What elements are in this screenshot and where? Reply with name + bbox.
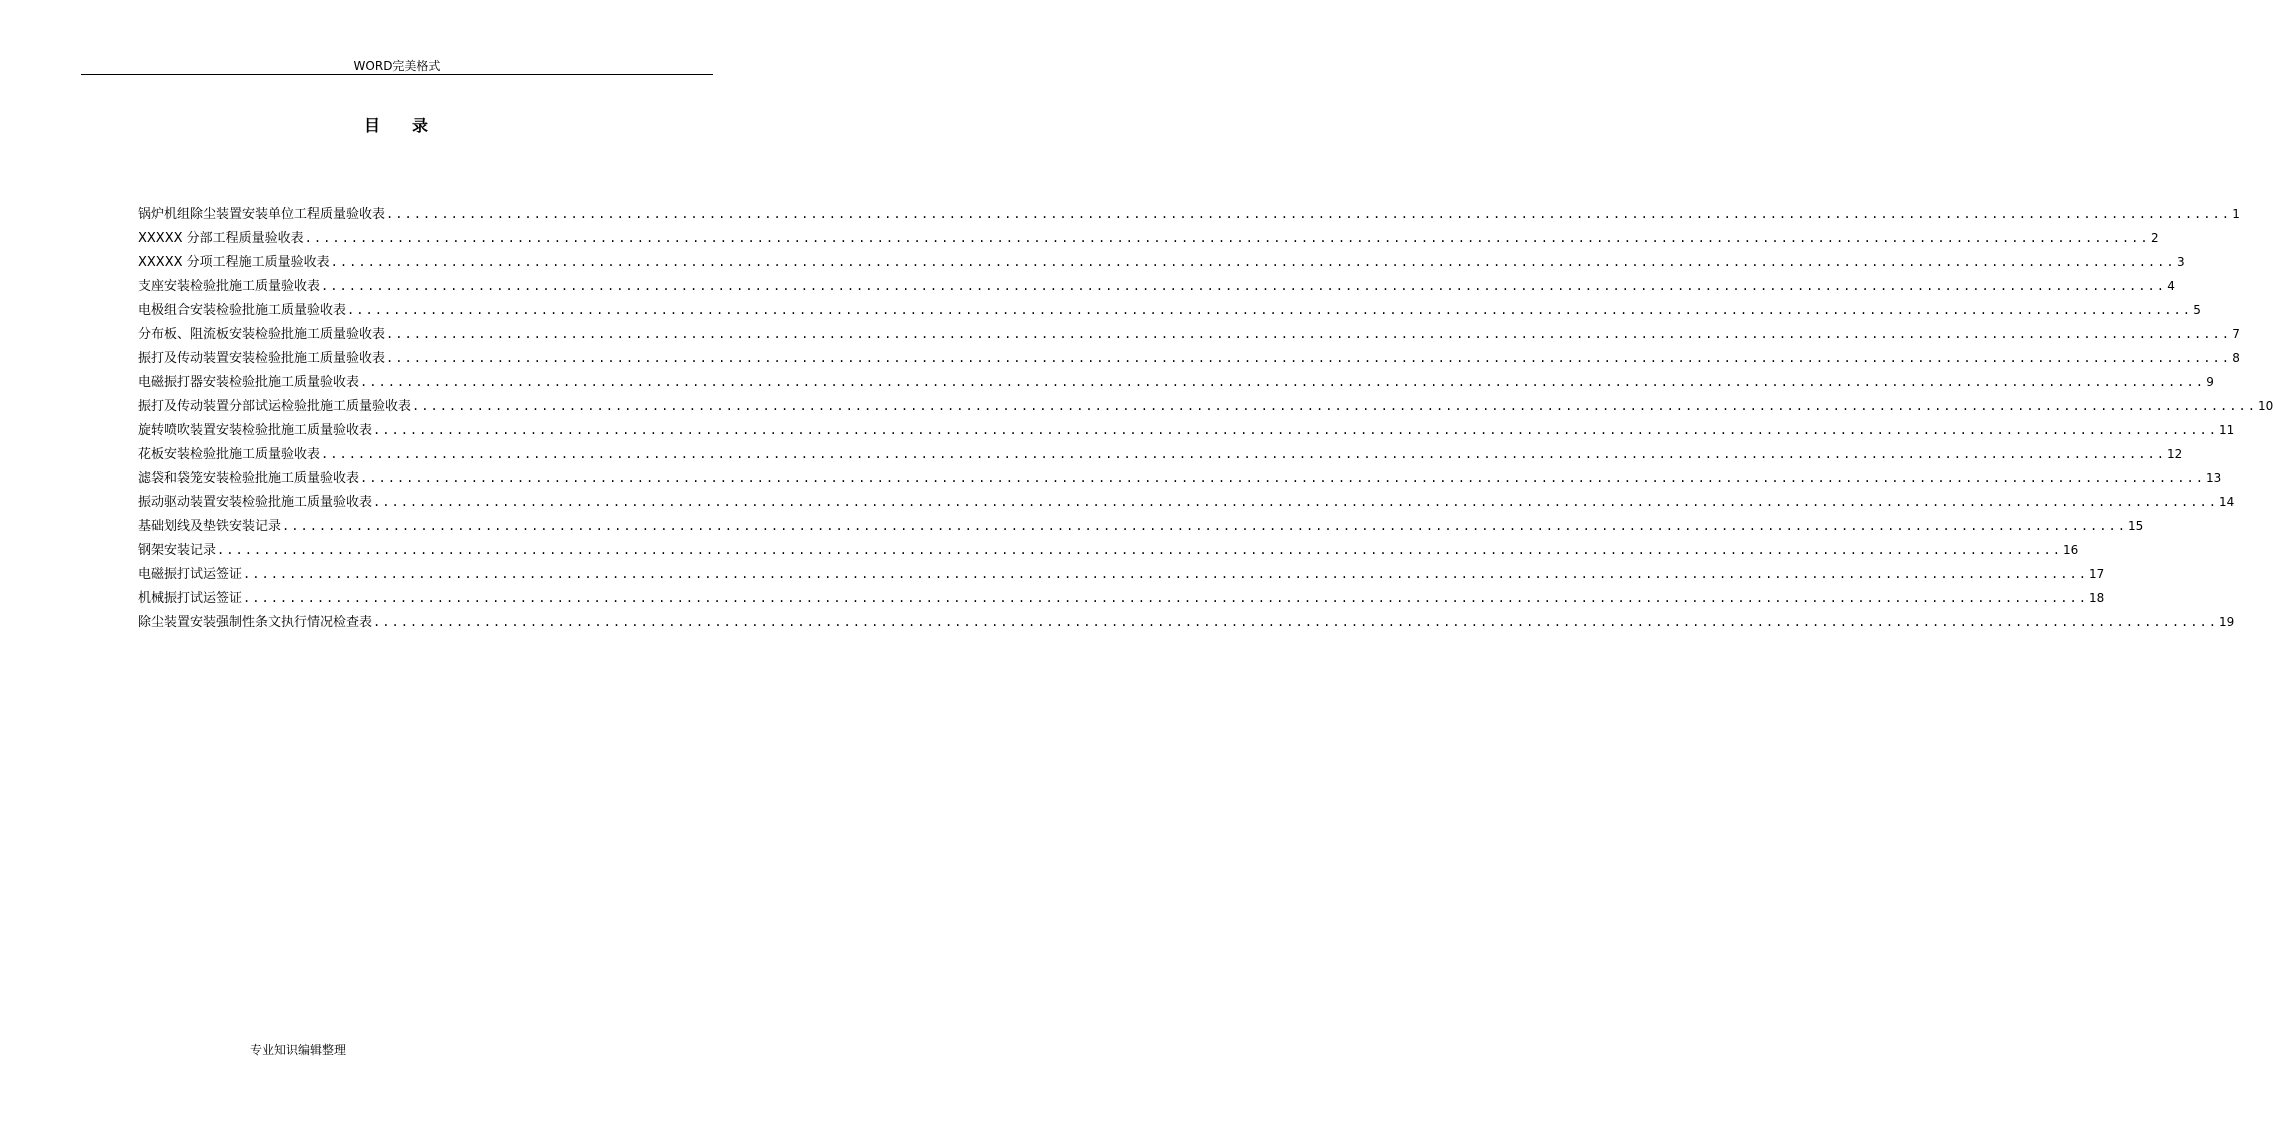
toc-dot-leader: ........................................................................................................................................................................................................ (330, 255, 2176, 269)
toc-entry[interactable] (138, 466, 2222, 490)
toc-entry-page-number: 2 (2150, 231, 2159, 245)
toc-dot-leader: ........................................................................................................................................................................................................ (373, 495, 2218, 509)
toc-entry-title: 滤袋和袋笼安装检验批施工质量验收表 (138, 471, 360, 486)
toc-entry-title: 旋转喷吹装置安装检验批施工质量验收表 (138, 423, 373, 438)
toc-entry-page-number: 7 (2232, 327, 2240, 341)
toc-entry-title: XXXXX 分部工程质量验收表 (138, 231, 304, 246)
toc-entry[interactable] (138, 394, 2273, 418)
toc-dot-leader: ........................................................................................................................................................................................................ (243, 567, 2088, 581)
toc-entry-title: 分布板、阻流板安装检验批施工质量验收表 (138, 327, 386, 342)
toc-entry-title: 除尘装置安装强制性条文执行情况检查表 (138, 615, 373, 630)
toc-entry-title: 电磁振打器安装检验批施工质量验收表 (138, 375, 360, 390)
toc-dot-leader: ........................................................................................................................................................................................................ (373, 423, 2218, 437)
toc-entry-page-number: 4 (2167, 279, 2175, 293)
toc-entry-page-number: 1 (2232, 207, 2240, 221)
toc-entry[interactable] (138, 490, 2235, 514)
toc-dot-leader: ........................................................................................................................................................................................................ (386, 207, 2231, 221)
toc-dot-leader: ........................................................................................................................................................................................................ (243, 591, 2088, 605)
toc-entry-title: 电极组合安装检验批施工质量验收表 (138, 303, 347, 318)
toc-entry-page-number: 5 (2193, 303, 2201, 317)
page-header: WORD完美格式 (353, 59, 441, 73)
toc-entry-title: 支座安装检验批施工质量验收表 (138, 279, 321, 294)
toc-entry[interactable] (138, 322, 2240, 346)
toc-dot-leader: ........................................................................................................................................................................................................ (373, 615, 2218, 629)
toc-dot-leader: ........................................................................................................................................................................................................ (360, 375, 2205, 389)
toc-entry[interactable] (138, 346, 2240, 370)
toc-entry[interactable] (138, 418, 2235, 442)
toc-entry-page-number: 16 (2062, 543, 2079, 557)
toc-entry[interactable] (138, 274, 2175, 298)
toc-dot-leader: ........................................................................................................................................................................................................ (321, 279, 2166, 293)
toc-entry-page-number: 10 (2257, 399, 2273, 413)
toc-entry-page-number: 9 (2206, 375, 2214, 389)
toc-entry[interactable] (138, 514, 2144, 538)
toc-entry[interactable] (138, 442, 2183, 466)
toc-entry[interactable] (138, 202, 2240, 226)
toc-entry[interactable] (138, 298, 2201, 322)
toc-entry-page-number: 8 (2232, 351, 2240, 365)
toc-entry-title: 振打及传动装置安装检验批施工质量验收表 (138, 351, 386, 366)
toc-dot-leader: ........................................................................................................................................................................................................ (282, 519, 2127, 533)
toc-entry-title: 钢架安装记录 (138, 543, 217, 558)
toc-entry-title: 电磁振打试运签证 (138, 567, 243, 582)
toc-entry-page-number: 15 (2127, 519, 2144, 533)
toc-dot-leader: ........................................................................................................................................................................................................ (347, 303, 2192, 317)
toc-entry[interactable] (138, 586, 2105, 610)
toc-entry[interactable] (138, 370, 2214, 394)
toc-entry-page-number: 17 (2088, 567, 2105, 581)
toc-entry-title: 机械振打试运签证 (138, 591, 243, 606)
toc-dot-leader: ........................................................................................................................................................................................................ (386, 351, 2231, 365)
toc-entry-title: 花板安装检验批施工质量验收表 (138, 447, 321, 462)
toc-entry-page-number: 11 (2218, 423, 2235, 437)
toc-entry-page-number: 12 (2166, 447, 2183, 461)
toc-entry-page-number: 14 (2218, 495, 2235, 509)
toc-title-right: 录 (412, 116, 431, 135)
toc-entry-page-number: 13 (2205, 471, 2222, 485)
header-rule (81, 74, 713, 75)
toc-entry-title: 锅炉机组除尘装置安装单位工程质量验收表 (138, 207, 386, 222)
toc-entry-title: 振打及传动装置分部试运检验批施工质量验收表 (138, 399, 412, 414)
toc-entry[interactable] (138, 250, 2185, 274)
toc-entry[interactable] (138, 610, 2235, 634)
toc-list (138, 202, 2273, 634)
toc-entry-page-number: 19 (2218, 615, 2235, 629)
toc-dot-leader: ........................................................................................................................................................................................................ (217, 543, 2062, 557)
toc-dot-leader: ........................................................................................................................................................................................................ (321, 447, 2166, 461)
toc-entry-title: 基础划线及垫铁安装记录 (138, 519, 282, 534)
toc-entry-page-number: 3 (2176, 255, 2185, 269)
toc-dot-leader: ........................................................................................................................................................................................................ (360, 471, 2205, 485)
toc-title-left: 目 (363, 116, 382, 135)
toc-entry-title: XXXXX 分项工程施工质量验收表 (138, 255, 330, 270)
toc-entry[interactable] (138, 226, 2159, 250)
page-footer: 专业知识编辑整理 (250, 1043, 347, 1057)
toc-dot-leader: ........................................................................................................................................................................................................ (304, 231, 2150, 245)
toc-entry[interactable] (138, 538, 2079, 562)
toc-entry-page-number: 18 (2088, 591, 2105, 605)
toc-entry[interactable] (138, 562, 2105, 586)
toc-entry-title: 振动驱动装置安装检验批施工质量验收表 (138, 495, 373, 510)
toc-title (0, 116, 794, 136)
toc-dot-leader: ........................................................................................................................................................................................................ (412, 399, 2257, 413)
toc-dot-leader: ........................................................................................................................................................................................................ (386, 327, 2231, 341)
